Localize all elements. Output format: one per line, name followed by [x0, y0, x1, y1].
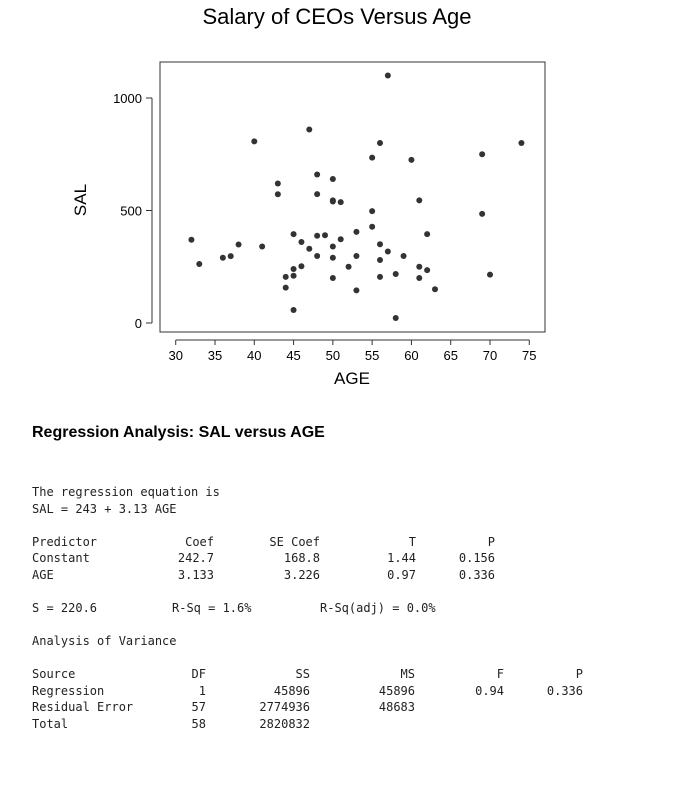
coef-row-constant-p: 0.156	[458, 551, 495, 565]
data-point	[408, 157, 414, 163]
anova-row-regression-p: 0.336	[546, 684, 583, 698]
data-point	[196, 261, 202, 267]
coef-row-constant-secoef: 168.8	[283, 551, 320, 565]
data-point	[479, 151, 485, 157]
data-point	[314, 253, 320, 259]
data-point	[298, 263, 304, 269]
data-point	[377, 257, 383, 263]
data-point	[393, 315, 399, 321]
anova-header-ms: MS	[400, 667, 415, 681]
data-point	[416, 264, 422, 270]
x-tick-label: 70	[482, 348, 498, 363]
y-tick-label: 500	[120, 203, 142, 219]
data-point	[432, 286, 438, 292]
x-tick-label: 45	[286, 348, 301, 363]
data-point	[330, 275, 336, 281]
data-point	[338, 236, 344, 242]
data-point	[346, 264, 352, 270]
data-point	[251, 138, 257, 144]
data-point	[377, 274, 383, 280]
data-point	[385, 73, 391, 79]
data-point	[385, 248, 391, 254]
anova-header-p: P	[575, 667, 583, 681]
x-tick-label: 30	[168, 348, 183, 363]
coef-header-t: T	[408, 535, 416, 549]
data-point	[416, 197, 422, 203]
y-axis	[113, 91, 152, 331]
coef-header-p: P	[487, 535, 495, 549]
anova-row-total-df: 58	[191, 717, 206, 731]
anova-header-ss: SS	[295, 667, 310, 681]
anova-row-total-source: Total	[32, 717, 69, 731]
data-point	[369, 224, 375, 230]
x-axis-label: AGE	[334, 369, 370, 388]
data-point	[314, 191, 320, 197]
data-point	[330, 255, 336, 261]
data-point	[377, 241, 383, 247]
chart-title: Salary of CEOs Versus Age	[202, 4, 472, 29]
x-tick-label: 55	[364, 348, 380, 363]
data-point	[353, 253, 359, 259]
data-point	[330, 244, 336, 250]
anova-header-f: F	[496, 667, 504, 681]
y-axis-label: SAL	[71, 183, 90, 217]
coef-row-age-label: AGE	[32, 568, 54, 582]
data-point	[353, 229, 359, 235]
x-tick-label: 65	[443, 348, 458, 363]
x-tick-label: 75	[522, 348, 537, 363]
data-point	[291, 307, 297, 313]
anova-row-residual-source: Residual Error	[32, 700, 134, 714]
coef-row-age-p: 0.336	[458, 568, 495, 582]
anova-header-df: DF	[191, 667, 206, 681]
data-point	[291, 266, 297, 272]
coef-header-secoef: SE Coef	[269, 535, 320, 549]
anova-row-residual-ss: 2774936	[259, 700, 310, 714]
data-point	[369, 155, 375, 161]
data-point	[228, 253, 234, 259]
data-point	[283, 285, 289, 291]
data-point	[338, 199, 344, 205]
y-tick-label: 1000	[113, 91, 142, 106]
data-point	[401, 253, 407, 259]
x-tick-label: 50	[325, 348, 341, 363]
anova-row-regression-ss: 45896	[273, 684, 310, 698]
data-point	[487, 272, 493, 278]
coef-header-predictor: Predictor	[32, 535, 98, 549]
anova-row-total-ss: 2820832	[259, 717, 310, 731]
fit-rsq-adj: R-Sq(adj) = 0.0%	[320, 601, 436, 615]
data-point	[353, 287, 359, 293]
x-tick-label: 60	[404, 348, 419, 363]
x-tick-label: 40	[247, 348, 262, 363]
anova-title: Analysis of Variance	[32, 634, 177, 648]
data-point	[220, 255, 226, 261]
anova-row-residual-df: 57	[191, 700, 206, 714]
data-point	[518, 140, 524, 146]
plot-frame	[160, 62, 545, 332]
y-tick-label: 0	[134, 316, 142, 331]
data-point	[330, 176, 336, 182]
fit-rsq: R-Sq = 1.6%	[172, 601, 252, 615]
data-point	[275, 181, 281, 187]
data-point	[259, 244, 265, 250]
coef-row-constant-coef: 242.7	[177, 551, 214, 565]
data-point	[330, 199, 336, 205]
data-point	[188, 237, 194, 243]
data-point	[291, 273, 297, 279]
data-point	[393, 271, 399, 277]
anova-row-regression-f: 0.94	[475, 684, 504, 698]
coef-row-age-coef: 3.133	[177, 568, 214, 582]
x-axis	[168, 340, 536, 363]
regression-heading: Regression Analysis: SAL versus AGE	[32, 424, 325, 441]
data-point	[306, 246, 312, 252]
data-point	[291, 231, 297, 237]
anova-row-regression-ms: 45896	[378, 684, 415, 698]
fit-s: S = 220.6	[32, 601, 98, 615]
data-point	[377, 140, 383, 146]
data-point	[283, 274, 289, 280]
anova-header-source: Source	[32, 667, 76, 681]
anova-row-regression-source: Regression	[32, 684, 105, 698]
equation-intro: The regression equation is	[32, 485, 220, 499]
data-point	[479, 211, 485, 217]
coef-row-age-secoef: 3.226	[283, 568, 320, 582]
coef-header-coef: Coef	[185, 535, 214, 549]
data-point	[298, 239, 304, 245]
data-point	[314, 172, 320, 178]
data-point	[306, 127, 312, 133]
anova-row-regression-df: 1	[198, 684, 206, 698]
coef-row-constant-label: Constant	[32, 551, 90, 565]
data-point	[236, 241, 242, 247]
anova-row-residual-ms: 48683	[378, 700, 415, 714]
regression-equation: SAL = 243 + 3.13 AGE	[32, 502, 177, 516]
data-point	[416, 275, 422, 281]
data-point	[424, 267, 430, 273]
coef-row-age-t: 0.97	[387, 568, 416, 582]
data-point	[322, 232, 328, 238]
data-point	[314, 233, 320, 239]
data-point	[424, 231, 430, 237]
data-point	[275, 191, 281, 197]
x-tick-label: 35	[207, 348, 223, 363]
data-point	[369, 208, 375, 214]
coef-row-constant-t: 1.44	[387, 551, 416, 565]
